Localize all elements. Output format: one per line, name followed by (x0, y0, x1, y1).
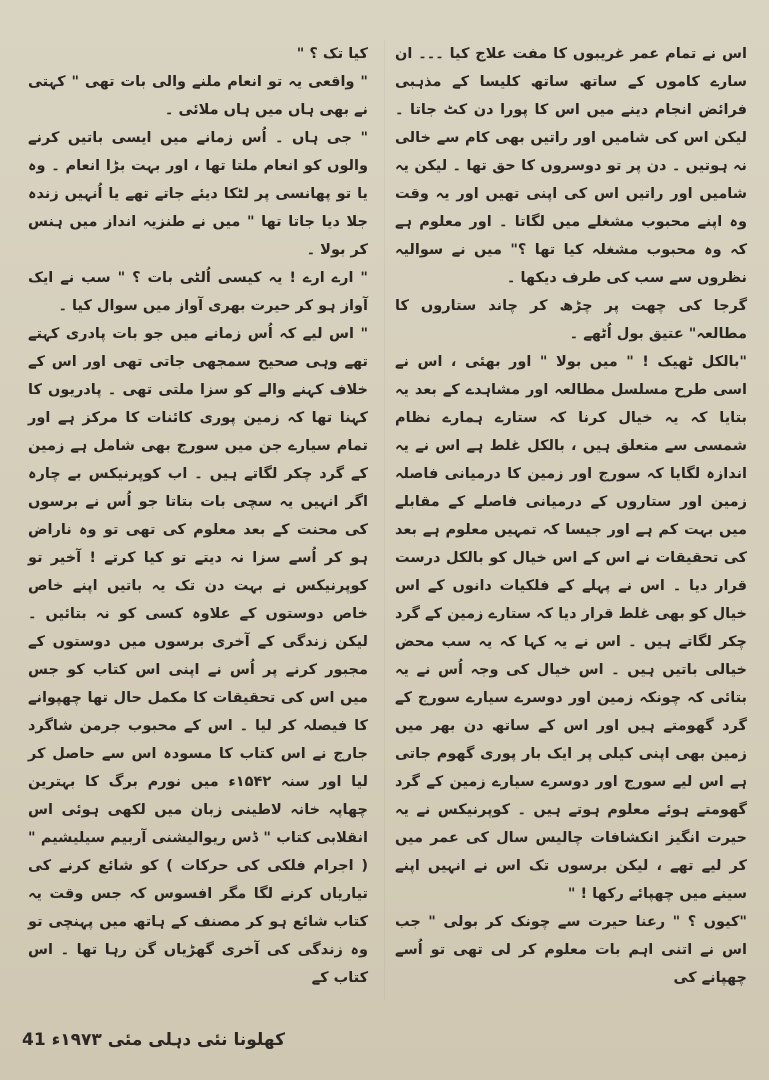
paragraph: گرجا کی چھت پر چڑھ کر چاند ستاروں کا مطالعہ" عتیق بول اُٹھے ۔ (395, 298, 747, 342)
paragraph: " ارے ارے ! یہ کیسی اُلٹی بات ؟ " سب نے ایک آواز ہو کر حیرت بھری آواز میں سوال کیا ۔ (28, 270, 368, 314)
paragraph: " جی ہاں ۔ اُس زمانے میں ایسی باتیں کرنے والوں کو انعام ملتا تھا ، اور بہت بڑا انعام ۔ وہ یا تو پھانسی پر لٹکا دیئے جاتے تھے یا اُنہیں زندہ جلا دیا جاتا تھا " میں نے طنزیہ انداز میں ہنس کر بولا ۔ (28, 130, 368, 258)
paragraph: " اس لیے کہ اُس زمانے میں جو بات پادری کہتے تھے وہی صحیح سمجھی جاتی تھی اور اس کے خلاف کہنے والے کو سزا ملتی تھی ۔ پادریوں کا کہنا تھا کہ زمین پوری کائنات کا مرکز ہے اور تمام سیارے جن میں سورج بھی شامل ہے زمین کے گرد چکر لگاتے ہیں ۔ اب کوپرنیکس بے چارہ اگر انہیں یہ سچی بات بتاتا جو اُس نے برسوں کی محنت کے بعد معلوم کی تھی تو وہ ناراض ہو کر اُسے سزا نہ دیتے تو کیا کرتے ! آخیر تو کوپرنیکس نے بہت دن تک یہ باتیں اپنے خاص خاص دوستوں کے علاوہ کسی کو نہ بتائیں ۔ لیکن زندگی کے آخری برسوں میں دوستوں کے مجبور کرنے پر اُس نے اپنی اس کتاب کو جس میں اس کی تحقیقات کا مکمل حال تھا چھپوانے کا فیصلہ کر لیا ۔ اس کے محبوب جرمن شاگرد جارج نے اس کتاب کا مسودہ اس سے حاصل کر لیا اور سنہ ۱۵۴۲ء میں نورم برگ کا بہترین چھاپہ خانہ لاطینی زبان میں لکھی ہوئی اس انقلابی کتاب " ڈس ریوالیشنی آربیم سیلیشیم " ( اجرام فلکی کی حرکات ) کو شائع کرنے کی تیاریاں کرنے لگا مگر افسوس کہ جس وقت یہ کتاب شائع ہو کر مصنف کے ہاتھ میں پہنچی تو وہ زندگی کی آخری گھڑیاں گن رہا تھا ۔ اس کتاب کے (28, 326, 368, 986)
page-footer: کھلونا نئی دہلی مئی ۱۹۷۳ء 41 (22, 1030, 285, 1050)
paragraph: "کیوں ؟ " رعنا حیرت سے چونک کر بولی " جب اس نے اتنی اہم بات معلوم کر لی تھی تو اُسے چھپانے کی (395, 914, 747, 986)
paragraph: اس نے تمام عمر غریبوں کا مفت علاج کیا ۔۔۔ ان سارے کاموں کے ساتھ ساتھ کلیسا کے مذہبی فرائض انجام دینے میں اس کا پورا دن کٹ جاتا ۔ لیکن اس کی شامیں اور راتیں بھی کام سے خالی نہ ہوتیں ۔ دن پر تو دوسروں کا حق تھا ۔ لیکن یہ شامیں اور راتیں اس کی اپنی تھیں اور یہ وقت وہ اپنے محبوب مشغلے میں لگاتا ۔ اور معلوم ہے کہ وہ محبوب مشغلہ کیا تھا ؟" میں نے سوالیہ نظروں سے سب کی طرف دیکھا ۔ (395, 46, 747, 286)
column-gutter (384, 40, 385, 1000)
paragraph: " واقعی یہ تو انعام ملنے والی بات تھی " کہتی نے بھی ہاں میں ہاں ملائی ۔ (28, 74, 368, 118)
paragraph: کیا تک ؟ " (296, 46, 368, 62)
paragraph: "بالکل ٹھیک ! " میں بولا " اور بھئی ، اس نے اسی طرح مسلسل مطالعہ اور مشاہدے کے بعد یہ بتایا کہ یہ خیال کرنا کہ ستارے ہمارے نظام شمسی سے متعلق ہیں ، بالکل غلط ہے اس نے یہ اندازہ لگایا کہ سورج اور زمین کا درمیانی فاصلہ زمین اور ستاروں کے درمیانی فاصلے کے مقابلے میں بہت کم ہے اور جیسا کہ تمہیں معلوم ہے بعد کی تحقیقات نے اس کے اس خیال کو بالکل درست قرار دیا ۔ اس نے پہلے کے فلکیات دانوں کے اس خیال کو بھی غلط قرار دیا کہ ستارے زمین کے گرد چکر لگاتے ہیں ۔ اس نے یہ کہا کہ یہ سب محض خیالی باتیں ہیں ۔ اس خیال کی وجہ اُس نے یہ بتائی کہ چونکہ زمین اور دوسرے سیارے سورج کے گرد گھومتے ہیں اور اس کے ساتھ دن بھر میں زمین بھی اپنی کیلی پر ایک بار پوری گھوم جاتی ہے اس لیے سورج اور دوسرے سیارے زمین کے گرد گھومتے ہوئے معلوم ہوتے ہیں ۔ کوپرنیکس نے یہ حیرت انگیز انکشافات چالیس سال کی عمر میں کر لیے تھے ، لیکن برسوں تک اس نے انہیں اپنے سینے میں چھپائے رکھا ! " (395, 354, 747, 902)
right-column (395, 40, 747, 992)
left-column (28, 40, 368, 992)
